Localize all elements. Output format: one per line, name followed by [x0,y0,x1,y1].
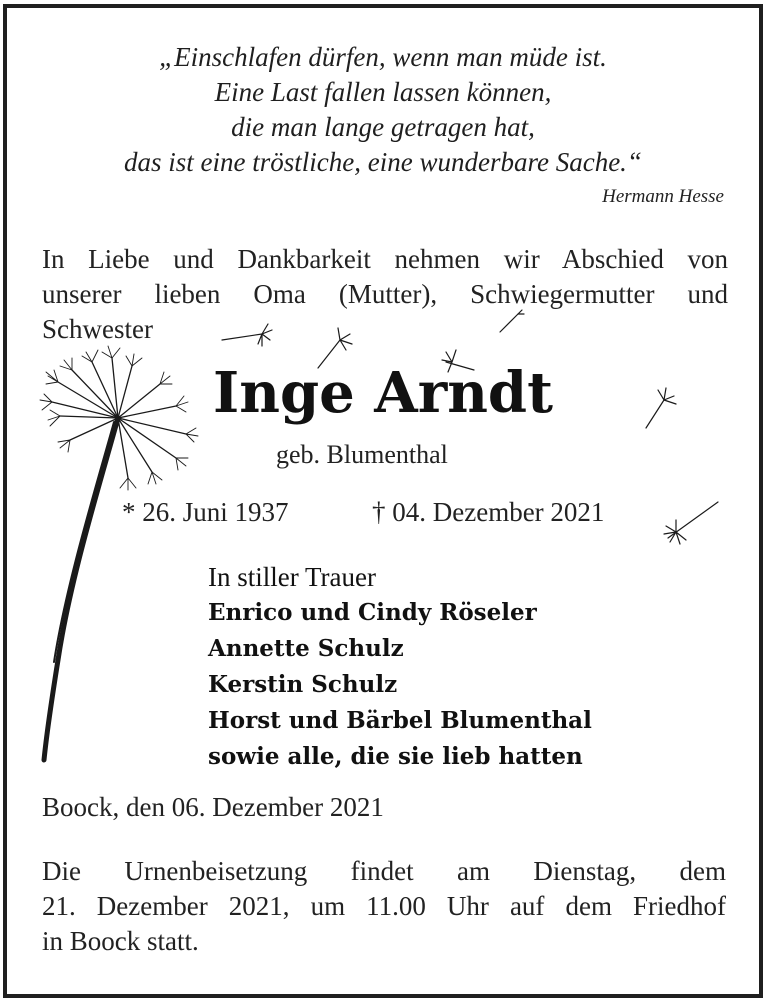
place-date: Boock, den 06. Dezember 2021 [42,792,384,822]
mourning-label: In stiller Trauer [208,562,376,592]
burial-line: in Boock statt. [42,926,199,956]
mourner-name: Annette Schulz [208,635,404,662]
intro-line: In Liebe und Dankbarkeit nehmen wir Abschied von [42,244,728,274]
mourner-name: Kerstin Schulz [208,671,398,698]
birth-date: * 26. Juni 1937 [122,497,289,527]
intro-line: unserer lieben Oma (Mutter), Schwiegermutter und [42,279,728,309]
life-dates [122,497,605,528]
burial-line: Die Urnenbeisetzung findet am Dienstag, dem [42,856,726,886]
mourner-name: sowie alle, die sie lieb hatten [208,743,583,770]
quote-line: das ist eine tröstliche, eine wunderbare Sache.“ [124,147,642,177]
quote-line: Eine Last fallen lassen können, [214,77,552,107]
quote-line: „Einschlafen dürfen, wenn man müde ist. [159,42,607,72]
intro-line: Schwester [42,314,153,344]
mourner-name: Enrico und Cindy Röseler [208,599,537,626]
maiden-name: geb. Blumenthal [276,440,448,469]
burial-info [42,854,726,959]
quote-line: die man lange getragen hat, [231,112,535,142]
quote-author: Hermann Hesse [602,186,724,207]
hesse-quote [0,40,766,180]
mourner-name: Horst und Bärbel Blumenthal [208,707,592,734]
deceased-name: Inge Arndt [213,360,553,426]
death-date: † 04. Dezember 2021 [372,497,605,527]
burial-line: 21. Dezember 2021, um 11.00 Uhr auf dem Friedhof [42,891,726,921]
mourners-block [208,559,592,775]
